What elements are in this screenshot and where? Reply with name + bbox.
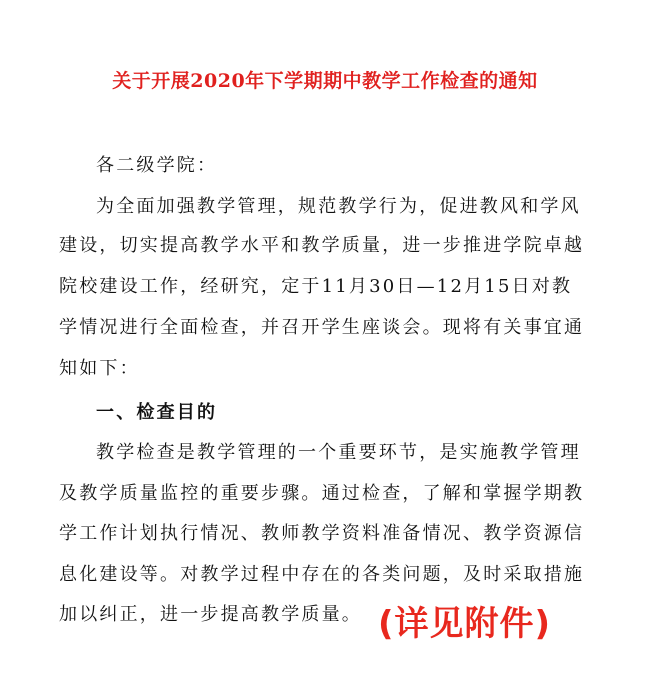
intro-line-2: 建设，切实提高教学水平和教学质量，进一步推进学院卓越	[59, 235, 585, 256]
section-heading-purpose: 一、检查目的	[96, 402, 218, 423]
purpose-line-3: 学工作计划执行情况、教师教学资料准备情况、教学资源信	[59, 523, 585, 544]
intro-line-3: 院校建设工作，经研究，定于11月30日—12月15日对教	[59, 276, 573, 297]
purpose-line-4: 息化建设等。对教学过程中存在的各类问题，及时采取措施	[59, 564, 585, 585]
notice-title: 关于开展2020年下学期期中教学工作检查的通知	[112, 70, 538, 92]
attachment-note: (详见附件)	[378, 604, 552, 644]
purpose-line-2: 及教学质量监控的重要步骤。通过检查，了解和掌握学期教	[59, 483, 585, 504]
intro-line-4: 学情况进行全面检查，并召开学生座谈会。现将有关事宜通	[59, 317, 585, 338]
intro-line-1: 为全面加强教学管理，规范教学行为，促进教风和学风	[96, 196, 581, 217]
salutation: 各二级学院：	[96, 155, 218, 176]
purpose-line-5: 加以纠正，进一步提高教学质量。	[59, 604, 362, 625]
intro-line-5: 知如下：	[59, 358, 140, 379]
purpose-line-1: 教学检查是教学管理的一个重要环节，是实施教学管理	[96, 442, 581, 463]
